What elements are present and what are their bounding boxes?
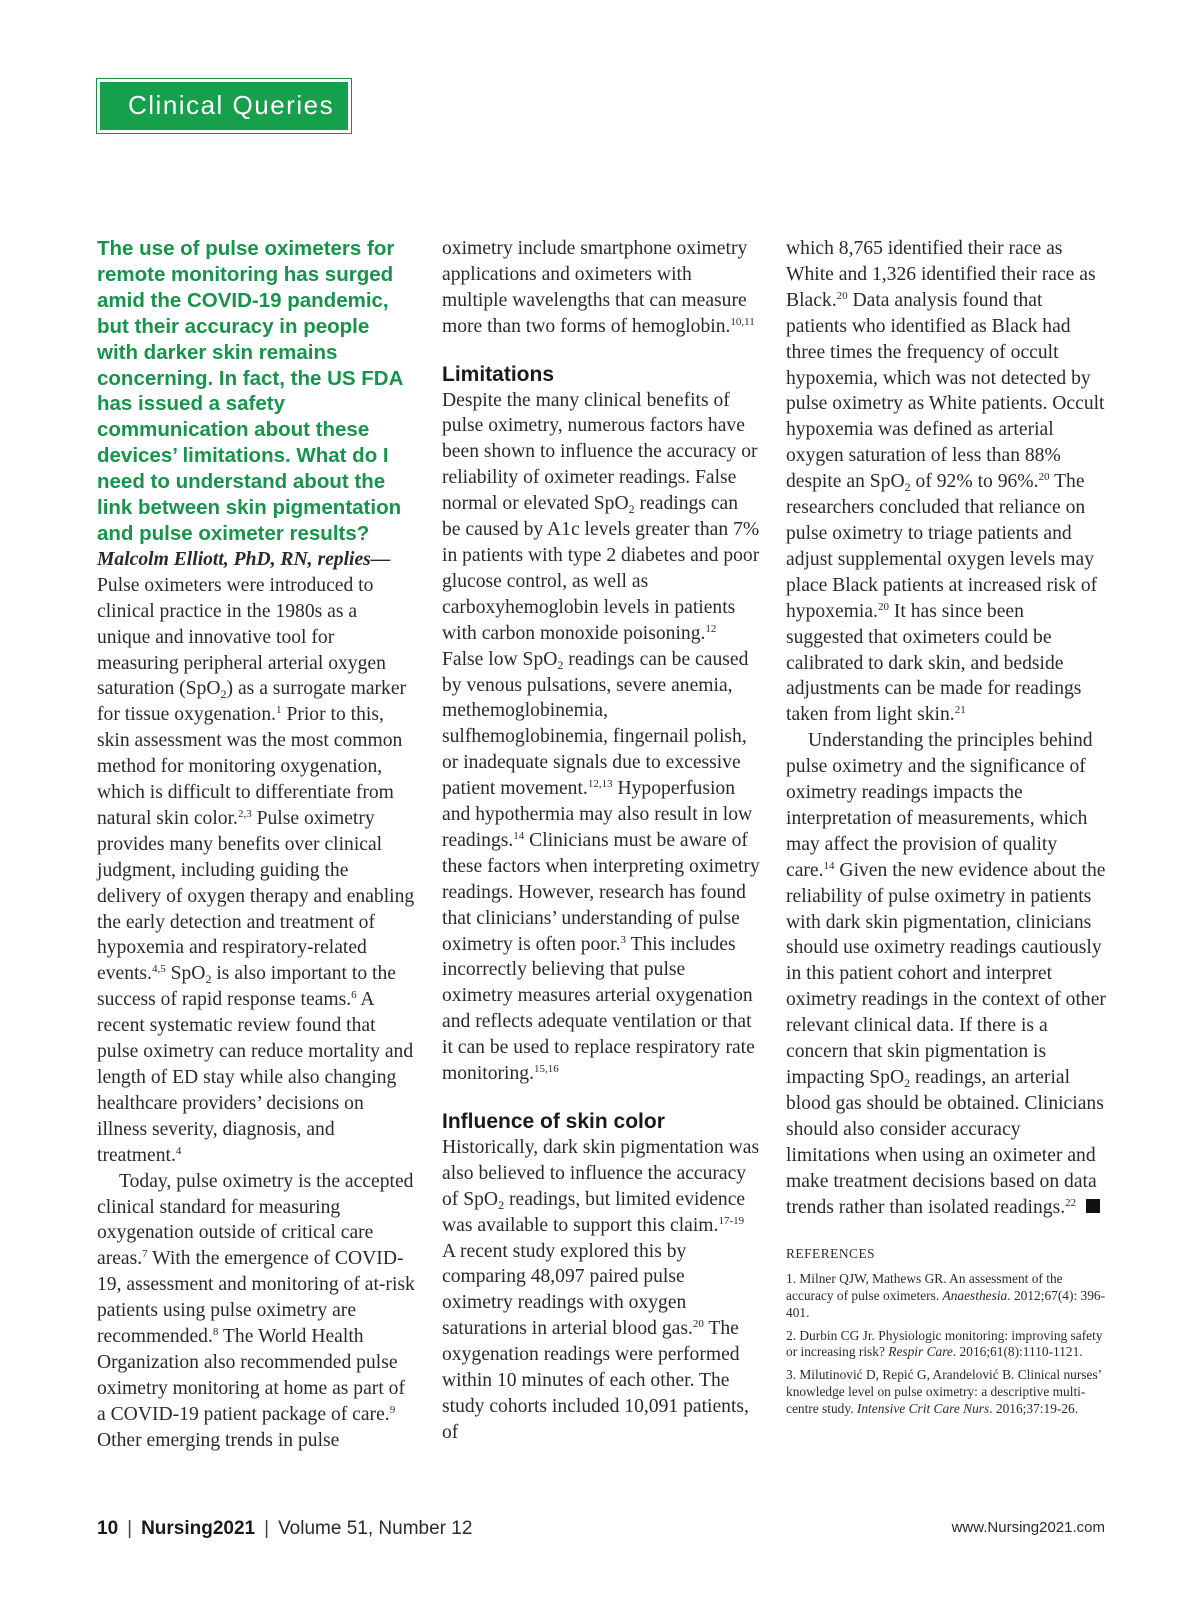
heading-limitations: Limitations bbox=[442, 362, 555, 386]
heading-skin-color: Influence of skin color bbox=[442, 1110, 665, 1133]
website-url[interactable]: www.Nursing2021.com bbox=[951, 1519, 1105, 1536]
question-text: The use of pulse oximeters for remote monitoring has surged amid the COVID-19 pandemic, but their accuracy in people with darker skin remains concerning. In fact, the US FDA has issued a safety communication about these devices’ limitations. What do I need to understand about the link between skin pigmentation and pulse oximeter results? bbox=[97, 237, 403, 545]
body-paragraph: Understanding the principles behind pulse oximetry and the significance of oximetry readings impacts the interpretation of measurements, which may affect the provision of quality care.$^{14}$ Given the new evidence about the reliability of pulse oximetry in patients with dark skin pigmentation, clinicians should use oximetry readings cautiously in this patient cohort and interpret oximetry readings in the context of other relevant clinical data. If there is a concern that skin pigmentation is impacting SpO$_2$ readings, an arterial blood gas should be obtained. Clinicians should also consider accuracy limitations when using an oximeter and make treatment decisions based on data trends rather than isolated readings.$^{22}$ bbox=[786, 730, 1106, 1218]
reference-item: 3. Milutinović D, Repić G, Arandelović B. Clinical nurses’ knowledge level on pulse oximetry: a descriptive multi-centre study. Intensive Crit Care Nurs. 2016;37:19-26. bbox=[786, 1367, 1102, 1416]
section-label: Clinical Queries bbox=[100, 82, 348, 130]
references bbox=[786, 1246, 1106, 1417]
column-2 bbox=[442, 236, 760, 1446]
footer-separator: | bbox=[127, 1518, 133, 1539]
references-heading: REFERENCES bbox=[786, 1246, 876, 1262]
body-paragraph: which 8,765 identified their race as White and 1,326 identified their race as Black.$^{20}$ Data analysis found that patients who identified as Black had three times the frequency of occult hypoxemia, which was not detected by pulse oximetry as White patients. Occult hypoxemia was defined as arterial oxygen saturation of less than 88% despite an SpO$_2$ of 92% to 96%.$^{20}$ The researchers concluded that reliance on pulse oximetry to triage patients and adjust supplemental oxygen levels may place Black patients at increased risk of hypoxemia.$^{20}$ It has since been suggested that oximeters could be calibrated to dark skin, and bedside adjustments can be made for readings taken from light skin.$^{21}$ bbox=[786, 238, 1105, 726]
footer-separator: | bbox=[264, 1518, 270, 1539]
reference-item: 1. Milner QJW, Mathews GR. An assessment of the accuracy of pulse oximeters. Anaesthesia. 2012;67(4): 396-401. bbox=[786, 1271, 1106, 1320]
body-paragraph: Today, pulse oximetry is the accepted clinical standard for measuring oxygenation outside of critical care areas.$^7$ With the emergence of COVID-19, assessment and monitoring of at-risk patients using pulse oximetry are recommended.$^8$ The World Health Organization also recommended pulse oximetry monitoring at home as part of a COVID-19 patient package of care.$^9$ Other emerging trends in pulse bbox=[97, 1170, 415, 1451]
page-number: 10 bbox=[97, 1518, 119, 1539]
section-badge bbox=[96, 78, 352, 134]
page-footer bbox=[97, 1518, 1105, 1540]
end-of-article-mark bbox=[1086, 1199, 1100, 1213]
author-reply: Malcolm Elliott, PhD, RN, replies— bbox=[97, 548, 391, 570]
reference-item: 2. Durbin CG Jr. Physiologic monitoring: improving safety or increasing risk? Respir Care. 2016;61(8):1110-1121. bbox=[786, 1327, 1103, 1360]
body-paragraph: Malcolm Elliott, PhD, RN, replies— Pulse oximeters were introduced to clinical practice in the 1980s as a unique and innovative tool for measuring peripheral arterial oxygen saturation (SpO$_2$) as a surrogate marker for tissue oxygenation.$^1$ Prior to this, skin assessment was the most common method for monitoring oxygenation, which is difficult to differentiate from natural skin color.$^{2,3}$ Pulse oximetry provides many benefits over clinical judgment, including guiding the delivery of oxygen therapy and enabling the early detection and treatment of hypoxemia and respiratory-related events.$^{4,5}$ SpO$_2$ is also important to the success of rapid response teams.$^6$ A recent systematic review found that pulse oximetry can reduce mortality and length of ED stay while also changing healthcare providers’ decisions on illness severity, diagnosis, and treatment.$^4$ bbox=[97, 548, 415, 1166]
body-paragraph: Historically, dark skin pigmentation was also believed to influence the accuracy of SpO$_2$ readings, but limited evidence was available to support this claim.$^{17-19}$ A recent study explored this by comparing 48,097 paired pulse oximetry readings with oxygen saturations in arterial blood gas.$^{20}$ The oxygenation readings were performed within 10 minutes of each other. The study cohorts included 10,091 patients, of bbox=[442, 1136, 760, 1443]
body-paragraph: Despite the many clinical benefits of pulse oximetry, numerous factors have been shown to influence the accuracy or reliability of oximeter readings. False normal or elevated SpO$_2$ readings can be caused by A1c levels greater than 7% in patients with type 2 diabetes and poor glucose control, as well as carboxyhemoglobin levels in patients with carbon monoxide poisoning.$^{12}$ False low SpO$_2$ readings can be caused by venous pulsations, severe anemia, methemoglobinemia, sulfhemoglobinemia, fingernail polish, or inadequate signals due to excessive patient movement.$^{12,13}$ Hypoperfusion and hypothermia may also result in low readings.$^{14}$ Clinicians must be aware of these factors when interpreting oximetry readings. However, research has found that clinicians’ understanding of pulse oximetry is often poor.$^3$ This includes incorrectly believing that pulse oximetry measures arterial oxygenation and reflects adequate ventilation or that it can be used to replace respiratory rate monitoring.$^{15,16}$ bbox=[442, 389, 760, 1085]
column-1 bbox=[97, 236, 415, 1454]
body-paragraph: oximetry include smartphone oximetry applications and oximeters with multiple wavelengths that can measure more than two forms of hemoglobin.$^{10,11}$ bbox=[442, 238, 755, 337]
magazine-name: Nursing2021 bbox=[141, 1518, 256, 1539]
column-3 bbox=[786, 236, 1106, 1424]
issue-info: Volume 51, Number 12 bbox=[278, 1518, 473, 1539]
